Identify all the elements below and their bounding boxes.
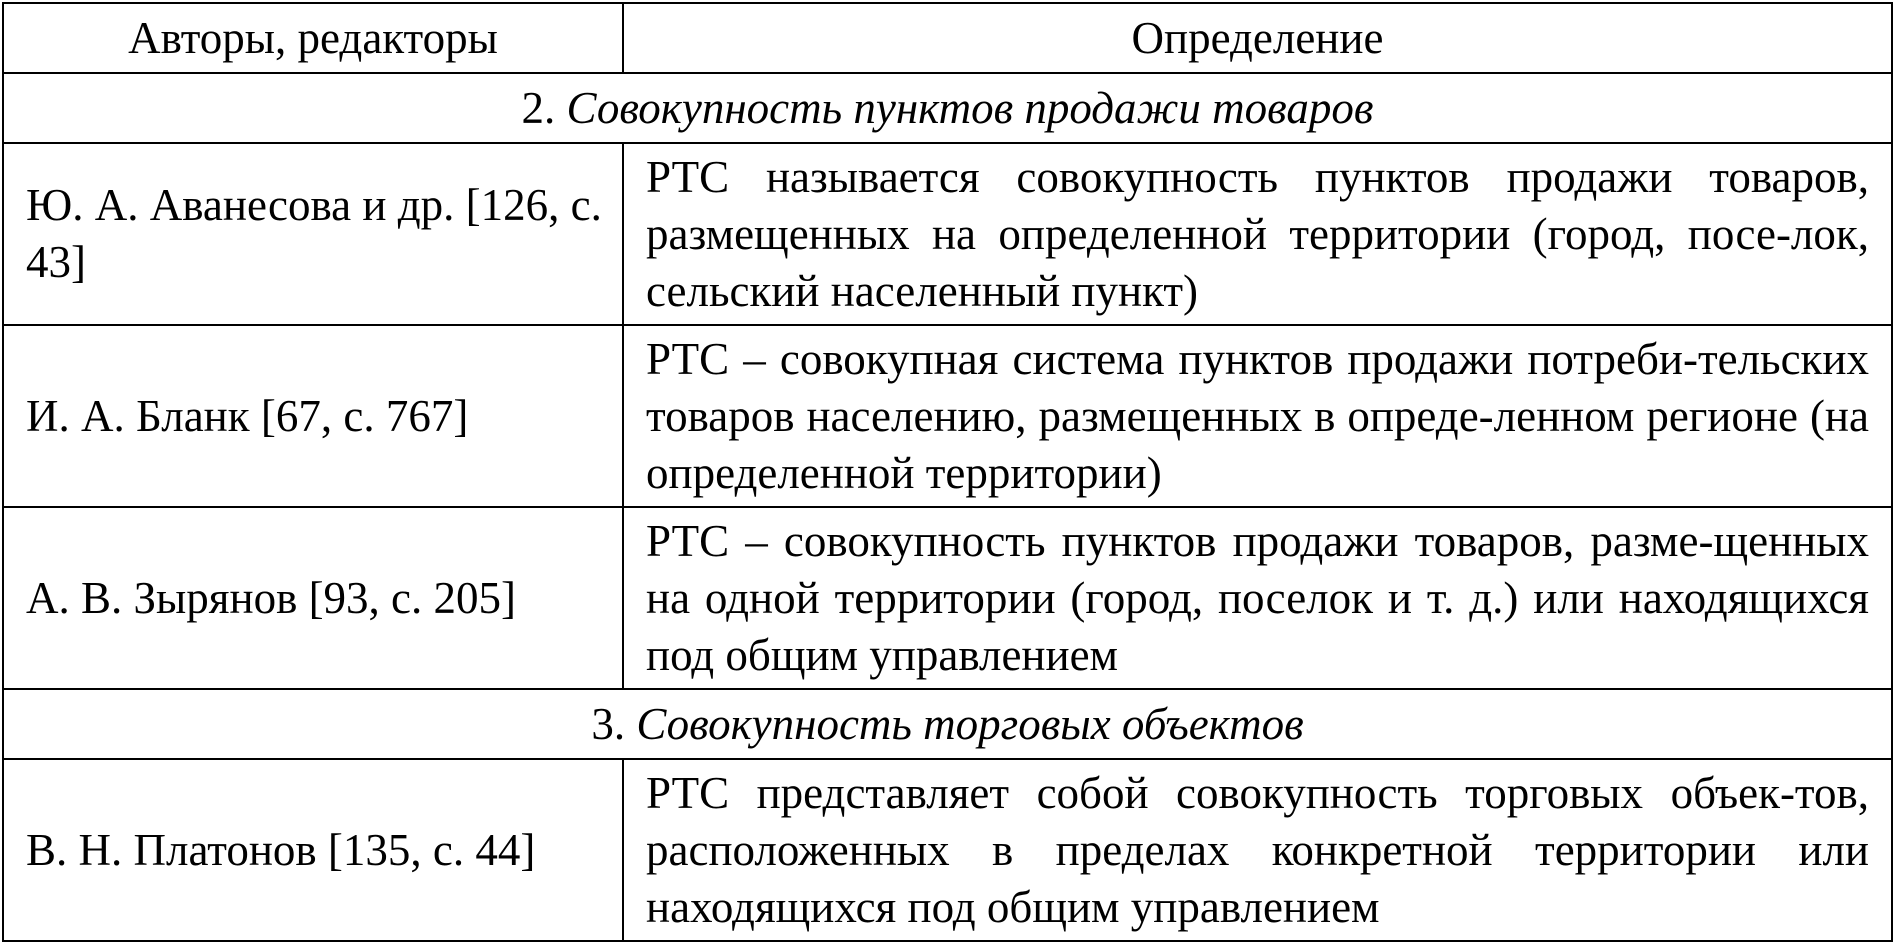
section-row	[3, 73, 1892, 143]
header-authors: Авторы, редакторы	[3, 3, 623, 73]
section-number: 2.	[521, 83, 556, 133]
section-title: Совокупность торговых объектов	[636, 699, 1304, 749]
author-cell: В. Н. Платонов [135, с. 44]	[3, 759, 623, 941]
table-row	[3, 143, 1892, 325]
section-number: 3.	[591, 699, 626, 749]
section-row	[3, 689, 1892, 759]
header-definition: Определение	[623, 3, 1892, 73]
author-cell: Ю. А. Аванесова и др. [126, с. 43]	[3, 143, 623, 325]
definition-cell: РТС называется совокупность пунктов продажи товаров, размещенных на определенной территории (город, посе-лок, сельский населенный пункт)	[623, 143, 1892, 325]
author-cell: И. А. Бланк [67, с. 767]	[3, 325, 623, 507]
table-row	[3, 759, 1892, 941]
definition-cell: РТС представляет собой совокупность торговых объек-тов, расположенных в пределах конкретной территории или находящихся под общим управлением	[623, 759, 1892, 941]
table-row	[3, 507, 1892, 689]
table-row	[3, 325, 1892, 507]
section-heading	[3, 73, 1892, 143]
section-heading	[3, 689, 1892, 759]
section-title: Совокупность пунктов продажи товаров	[566, 83, 1374, 133]
definitions-table	[2, 2, 1893, 942]
header-row	[3, 3, 1892, 73]
author-cell: А. В. Зырянов [93, с. 205]	[3, 507, 623, 689]
definition-cell: РТС – совокупная система пунктов продажи потреби-тельских товаров населению, размещенных в опреде-ленном регионе (на определенной территории)	[623, 325, 1892, 507]
definition-cell: РТС – совокупность пунктов продажи товаров, разме-щенных на одной территории (город, поселок и т. д.) или находящихся под общим управлением	[623, 507, 1892, 689]
